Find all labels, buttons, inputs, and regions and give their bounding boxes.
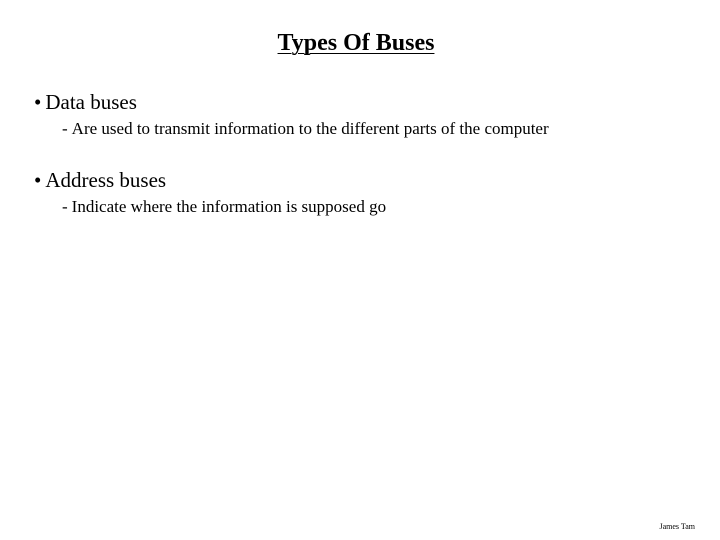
sub-bullet-text: Are used to transmit information to the different parts of the computer: [71, 119, 549, 138]
bullet-text: Data buses: [45, 90, 137, 114]
sub-bullet-marker: -: [62, 119, 68, 138]
bullet-data-buses: [34, 90, 137, 115]
sub-bullet-address-buses: [62, 197, 386, 217]
bullet-marker: •: [34, 168, 42, 192]
bullet-marker: •: [34, 90, 42, 114]
sub-bullet-data-buses: [62, 119, 549, 139]
footer-author: James Tam: [659, 522, 695, 531]
bullet-address-buses: [34, 168, 166, 193]
slide-title: Types Of Buses: [277, 30, 435, 56]
sub-bullet-marker: -: [62, 197, 68, 216]
bullet-text: Address buses: [45, 168, 167, 192]
sub-bullet-text: Indicate where the information is supposed go: [71, 197, 387, 216]
